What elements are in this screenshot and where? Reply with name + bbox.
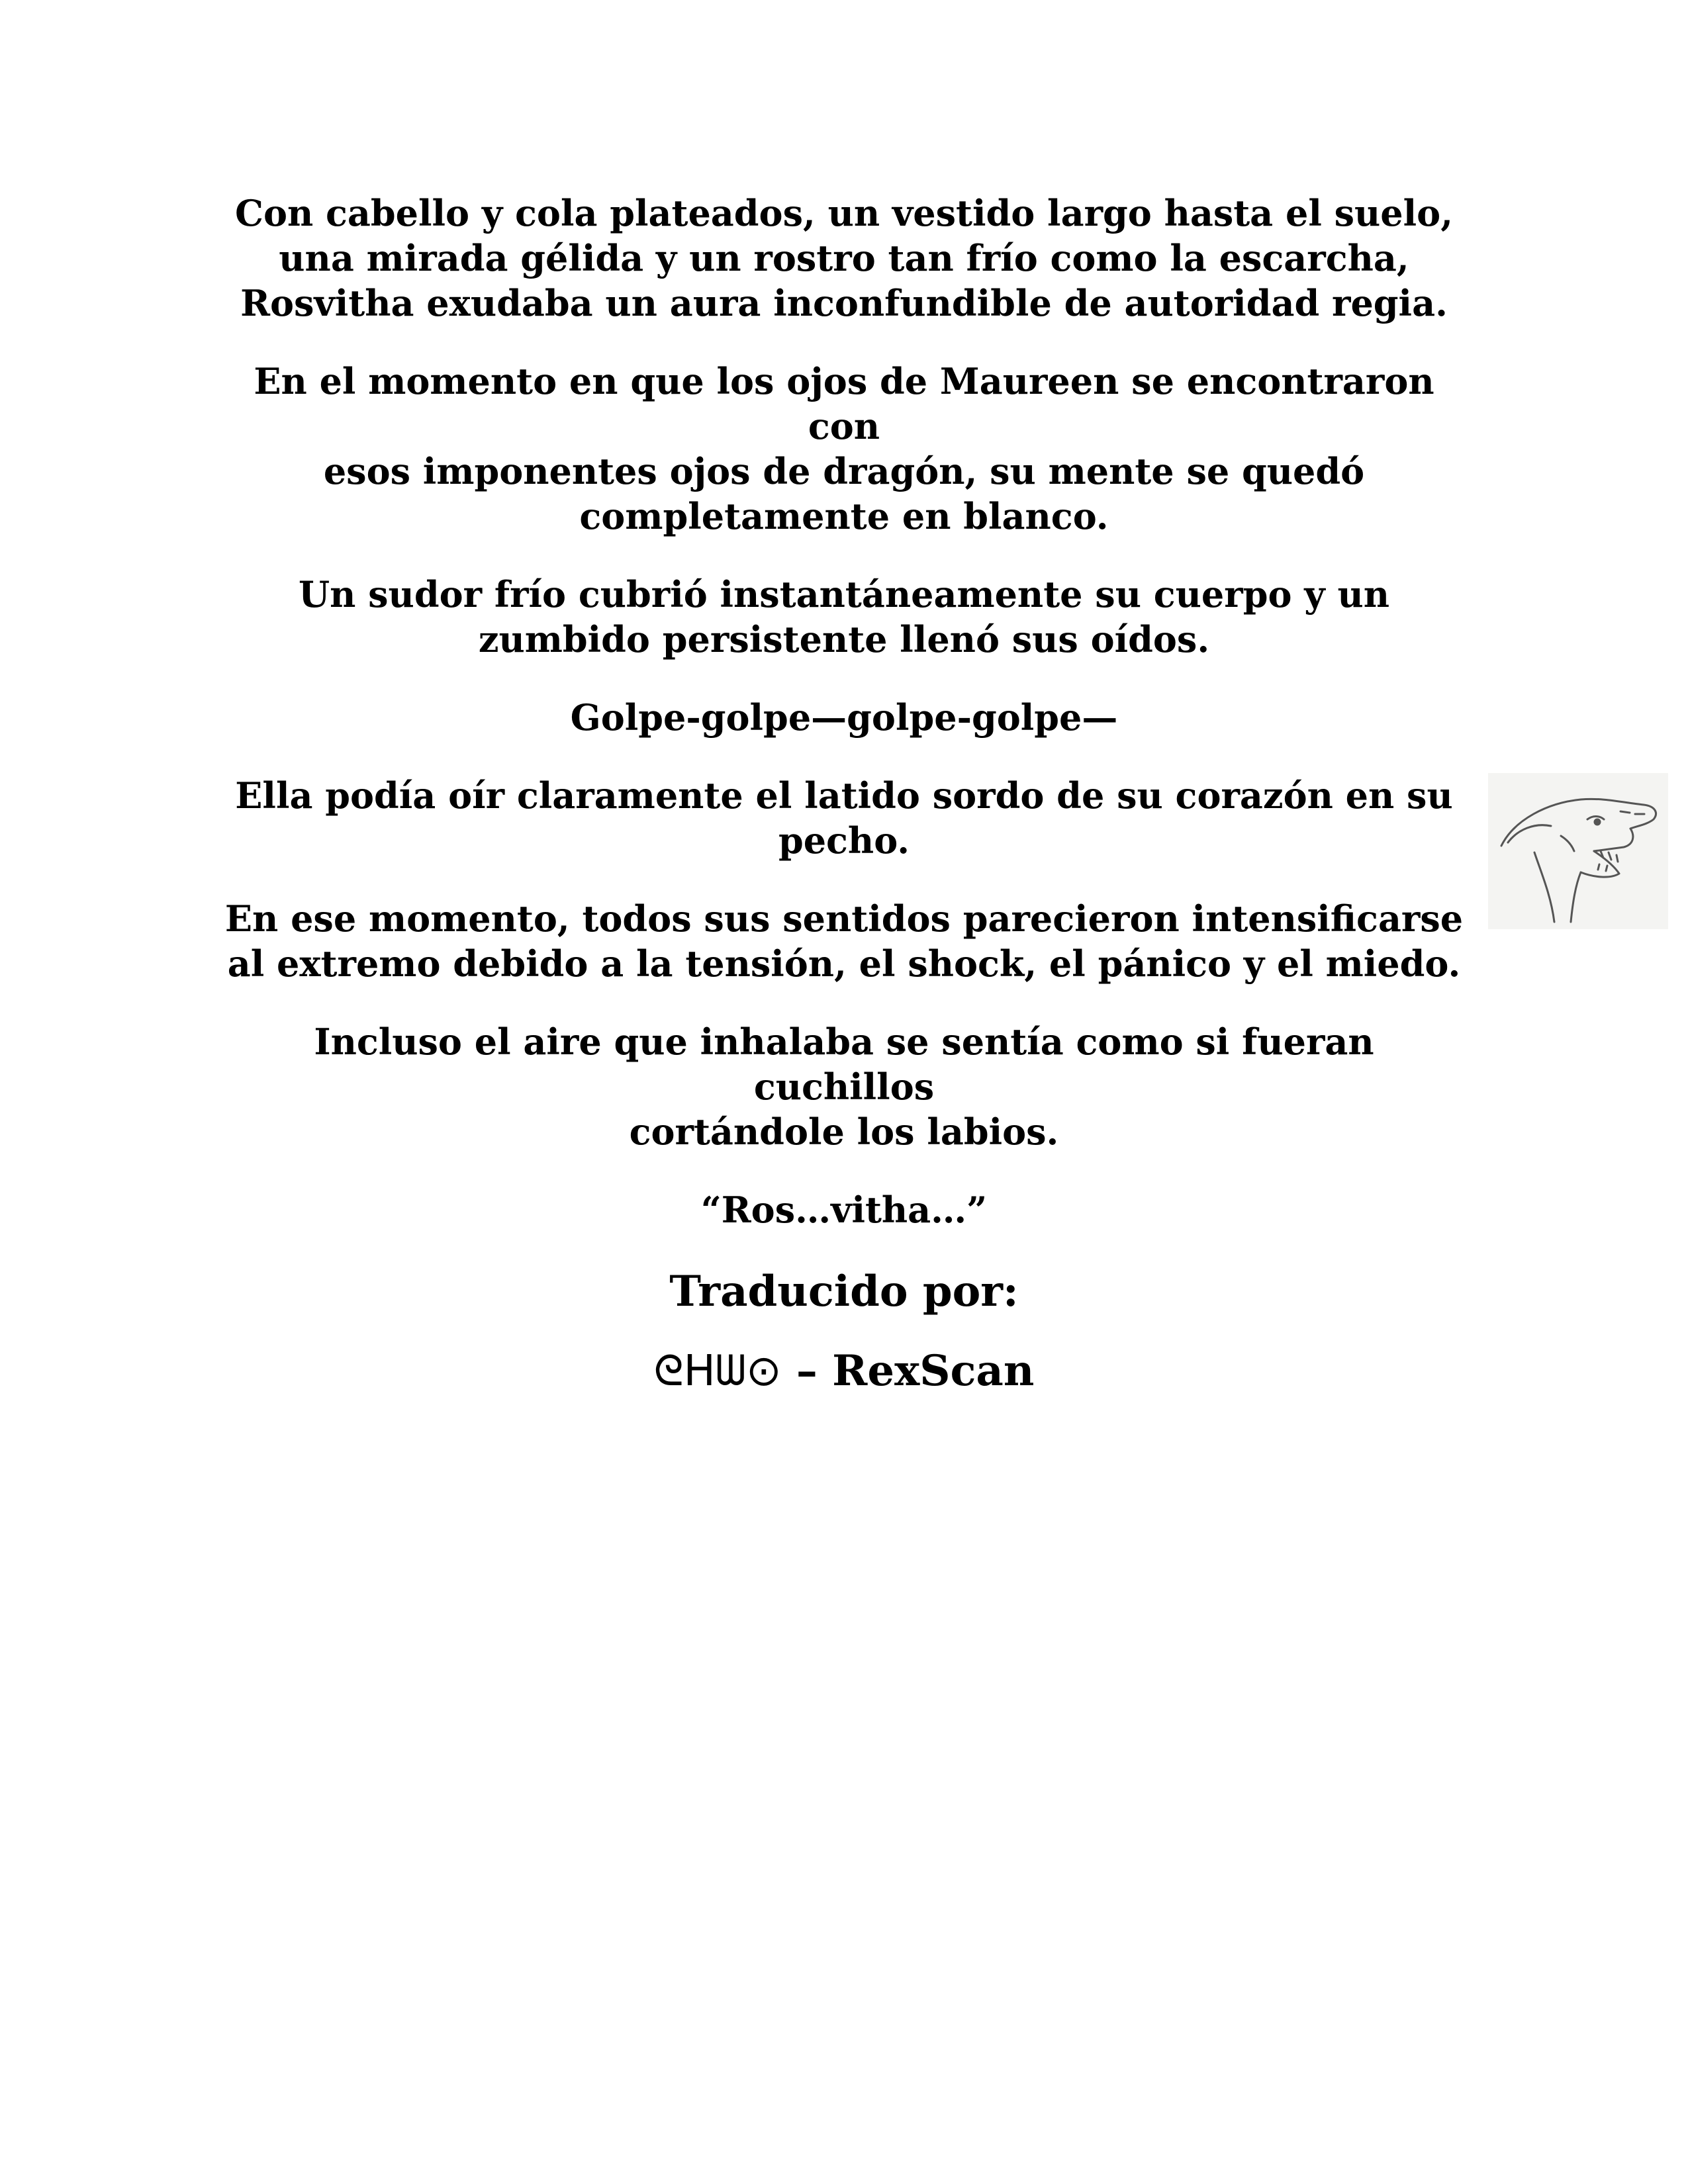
dinosaur-head-icon [1488, 773, 1668, 929]
paragraph: En el momento en que los ojos de Maureen se encontraron con esos imponentes ojos de dragón, su mente se quedó completamente en blanco. [254, 360, 1434, 537]
paragraph: Golpe-golpe—golpe-golpe— [570, 696, 1118, 739]
paragraph: Incluso el aire que inhalaba se sentía como si fueran cuchillos cortándole los labios. [314, 1021, 1374, 1153]
paragraph: Un sudor frío cubrió instantáneamente su cuerpo y un zumbido persistente llenó sus oídos. [299, 573, 1389, 660]
credits-title: Traducido por: [669, 1267, 1019, 1316]
paragraph: Con cabello y cola plateados, un vestido largo hasta el suelo, una mirada gélida y un rostro tan frío como la escarcha, Rosvitha exudaba un aura inconfundible de autoridad regia. [234, 192, 1453, 324]
paragraph: Ella podía oír claramente el latido sordo de su corazón en su pecho. [235, 774, 1453, 862]
paragraph: “Ros…vitha…” [700, 1189, 988, 1231]
paragraph: En ese momento, todos sus sentidos parecieron intensificarse al extremo debido a la tensión, el shock, el pánico y el miedo. [224, 897, 1464, 985]
credits-line [218, 1345, 1470, 1398]
credits-separator: – [781, 1346, 833, 1396]
group-name: RexScan [832, 1346, 1035, 1396]
translator-name: ᘓᕼᗯ⊙ [653, 1347, 782, 1396]
page-content [218, 191, 1470, 1398]
